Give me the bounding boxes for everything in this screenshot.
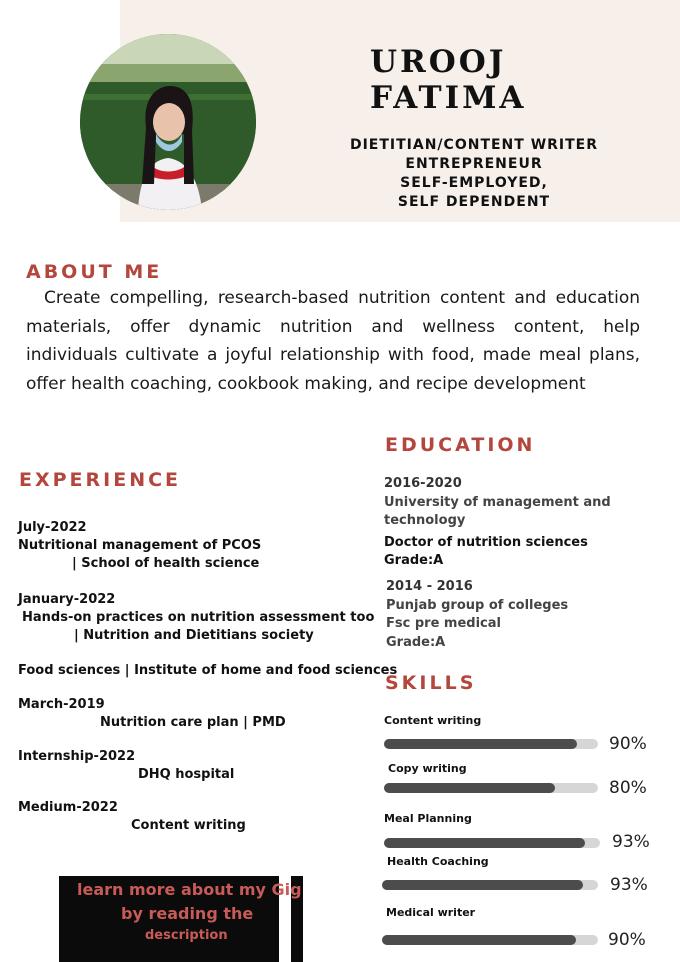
experience-date: July-2022	[18, 520, 87, 535]
education-degree: Doctor of nutrition sciences	[384, 534, 588, 550]
experience-item	[18, 696, 286, 732]
first-name: UROOJ	[370, 44, 507, 80]
skill-label: Copy writing	[388, 762, 467, 775]
skill-bar-fill	[384, 838, 585, 848]
education-entry	[384, 475, 620, 571]
experience-title: Hands-on practices on nutrition assessment too	[22, 610, 375, 625]
education-title: EDUCATION	[385, 434, 536, 456]
skill-percent: 90%	[609, 734, 647, 754]
role-line: SELF DEPENDENT	[397, 194, 551, 210]
skill-bar-fill	[382, 880, 583, 890]
about-text: Create compelling, research-based nutrition content and education materials, offer dynamic nutrition and wellness content, help individuals cultivate a joyful relationship with food, made meal plans, offer health coaching, cookbook making, and recipe development	[26, 288, 640, 394]
job-titles	[330, 136, 618, 212]
skill-bar-fill	[382, 935, 576, 945]
education-grade: Grade:A	[384, 553, 444, 568]
skill-bar	[382, 880, 598, 890]
education-years: 2014 - 2016	[386, 579, 473, 594]
education-grade: Grade:A	[386, 634, 446, 650]
promo-line: by reading the	[121, 904, 254, 923]
experience-date: Medium-2022	[18, 800, 118, 815]
experience-title: Content writing	[131, 818, 246, 833]
skill-percent: 90%	[608, 930, 646, 950]
experience-item	[18, 519, 261, 573]
about-title: ABOUT ME	[26, 261, 163, 283]
experience-item	[18, 799, 246, 835]
education-years: 2016-2020	[384, 476, 462, 491]
experience-title: Nutritional management of PCOS	[18, 538, 262, 553]
experience-title: DHQ hospital	[138, 767, 235, 782]
experience-title: Food sciences | Institute of home and food sciences	[18, 663, 398, 678]
experience-item	[18, 591, 374, 645]
education-degree: Fsc pre medical	[386, 616, 501, 631]
skill-bar-fill	[384, 739, 577, 749]
experience-item	[18, 748, 234, 784]
skill-bar	[382, 935, 598, 945]
promo-banner[interactable]	[59, 876, 303, 962]
last-name: FATIMA	[370, 80, 527, 116]
promo-line: description	[145, 928, 228, 943]
skill-label: Meal Planning	[384, 812, 472, 825]
role-line: ENTREPRENEUR	[405, 156, 543, 172]
experience-title: Nutrition care plan | PMD	[100, 715, 286, 730]
promo-line: learn more about my Gig	[77, 880, 302, 899]
skill-label: Health Coaching	[387, 855, 489, 868]
skill-bar	[384, 838, 600, 848]
education-school: Punjab group of colleges	[386, 597, 569, 613]
experience-org: | School of health science	[72, 556, 260, 571]
candidate-name	[370, 44, 527, 116]
experience-date: March-2019	[18, 697, 105, 712]
skill-bar	[384, 739, 598, 749]
role-line: DIETITIAN/CONTENT WRITER	[349, 137, 599, 153]
experience-date: January-2022	[18, 592, 116, 607]
experience-date: Internship-2022	[18, 749, 136, 764]
skill-label: Content writing	[384, 714, 482, 727]
skill-percent: 93%	[610, 875, 648, 895]
skill-bar	[384, 783, 598, 793]
skill-label: Medical writer	[386, 906, 476, 919]
skill-bar-fill	[384, 783, 555, 793]
experience-title: EXPERIENCE	[19, 469, 182, 491]
skills-title: SKILLS	[385, 672, 477, 694]
skill-percent: 93%	[612, 832, 650, 852]
experience-item	[18, 662, 397, 680]
skill-percent: 80%	[609, 778, 647, 798]
education-school: University of management and technology	[384, 494, 611, 528]
role-line: SELF-EMPLOYED,	[400, 175, 548, 191]
education-entry	[386, 578, 622, 652]
experience-org: | Nutrition and Dietitians society	[74, 628, 314, 643]
profile-photo	[80, 34, 256, 210]
